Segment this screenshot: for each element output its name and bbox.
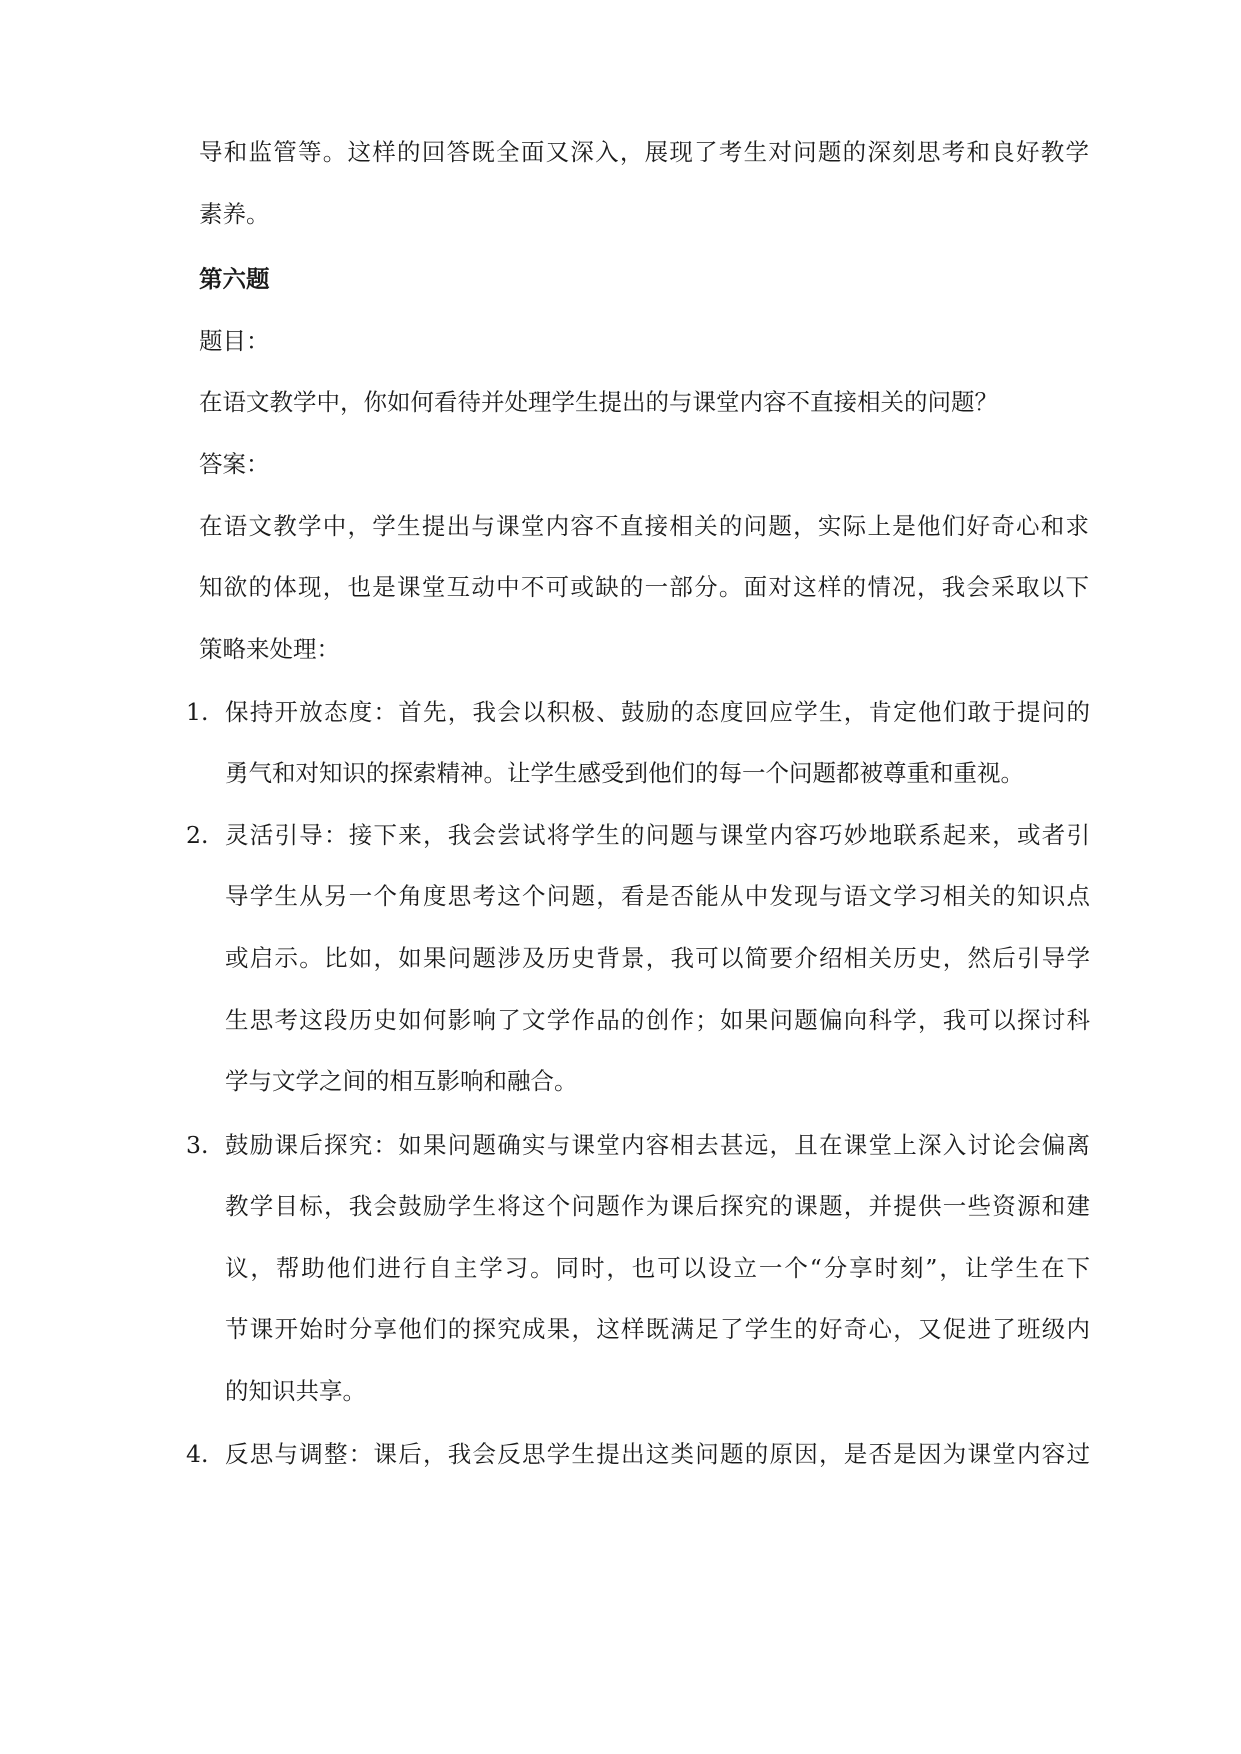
list-item-line: 的知识共享。 (225, 1377, 366, 1405)
section-heading: 第六题 (199, 265, 270, 293)
list-item-line: 灵活引导：接下来，我会尝试将学生的问题与课堂内容巧妙地联系起来，或者引 (225, 821, 1090, 849)
intro-line-1: 导和监管等。这样的回答既全面又深入，展现了考生对问题的深刻思考和良好教学 (199, 138, 1089, 166)
list-item-line: 学与文学之间的相互影响和融合。 (225, 1067, 578, 1095)
list-item-number: 2. (186, 821, 209, 849)
answer-label: 答案： (199, 450, 270, 478)
list-item-line: 导学生从另一个角度思考这个问题，看是否能从中发现与语文学习相关的知识点 (225, 882, 1090, 910)
answer-line-1: 在语文教学中，学生提出与课堂内容不直接相关的问题，实际上是他们好奇心和求 (199, 512, 1089, 540)
intro-line-2: 素养。 (199, 200, 270, 228)
list-item-line: 或启示。比如，如果问题涉及历史背景，我可以简要介绍相关历史，然后引导学 (225, 944, 1090, 972)
list-item-line: 生思考这段历史如何影响了文学作品的创作；如果问题偏向科学，我可以探讨科 (225, 1006, 1090, 1034)
list-item-line: 议，帮助他们进行自主学习。同时，也可以设立一个“分享时刻”，让学生在下 (225, 1254, 1090, 1282)
list-item-number: 4. (186, 1440, 209, 1468)
list-item-line: 反思与调整：课后，我会反思学生提出这类问题的原因，是否是因为课堂内容过 (225, 1440, 1090, 1468)
list-item-number: 1. (186, 698, 209, 726)
question-text: 在语文教学中，你如何看待并处理学生提出的与课堂内容不直接相关的问题？ (199, 388, 998, 416)
list-item-line: 鼓励课后探究：如果问题确实与课堂内容相去甚远，且在课堂上深入讨论会偏离 (225, 1131, 1090, 1159)
list-item-line: 节课开始时分享他们的探究成果，这样既满足了学生的好奇心，又促进了班级内 (225, 1315, 1090, 1343)
list-item-line: 教学目标，我会鼓励学生将这个问题作为课后探究的课题，并提供一些资源和建 (225, 1192, 1090, 1220)
list-item-line: 保持开放态度：首先，我会以积极、鼓励的态度回应学生，肯定他们敢于提问的 (225, 698, 1090, 726)
question-label: 题目： (199, 327, 270, 355)
answer-line-2: 知欲的体现，也是课堂互动中不可或缺的一部分。面对这样的情况，我会采取以下 (199, 573, 1089, 601)
answer-line-3: 策略来处理： (199, 635, 340, 663)
list-item-number: 3. (186, 1131, 209, 1159)
list-item-line: 勇气和对知识的探索精神。让学生感受到他们的每一个问题都被尊重和重视。 (225, 759, 1024, 787)
